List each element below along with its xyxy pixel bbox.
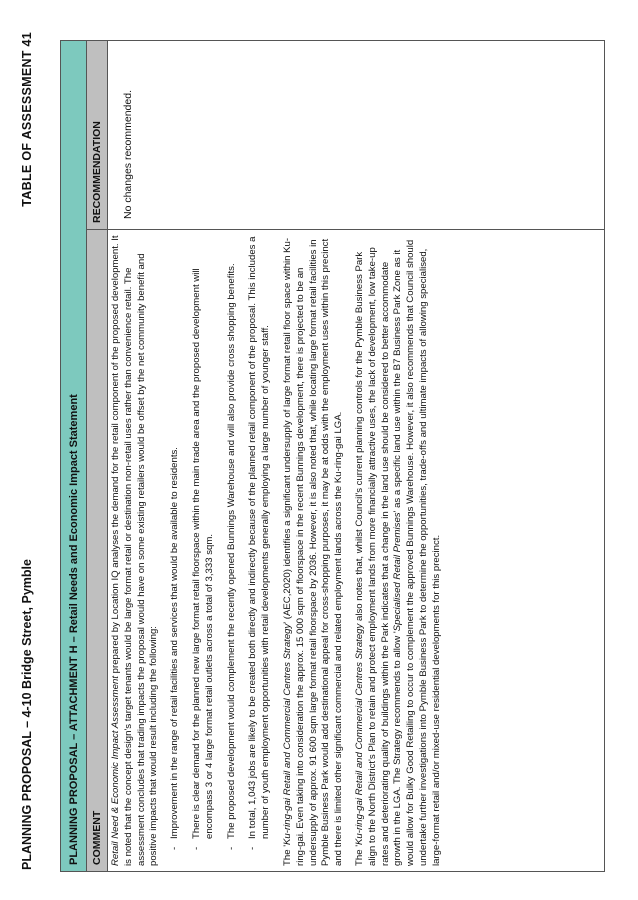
list-item (247, 235, 273, 866)
paragraph-text: ' (AEC,2020) identifies a significant undersupply of large format retail floor space within Ku-ring-gai. Even taking into consideration the approx. 15 000 sqm of floorspace in the recent Bunnings development, there is projected to be an undersupply of approx. 91 600 sqm large format retail floorspace by 2036. However, it is also noted that, while locating large format retail facilities in Pymble Business Park would add destinational appeal for cross-shopping purposes, it may be at odds with the employment uses within this precinct and there is limited other significant commercial and related employment lands across the Ku-ring-gai LGA. (281, 237, 345, 866)
assessment-table (60, 40, 605, 872)
paragraph-text: The ' (281, 844, 293, 866)
list-item-text: Improvement in the range of retail facilities and services that would be available to residents. (169, 447, 181, 839)
strategy-title-italic: Ku-ring-gai Retail and Commercial Centres Strategy (353, 623, 365, 845)
list-item-text: There is clear demand for the planned new large format retail floorspace within the main trade area and the proposed development will encompass 3 or 4 large format retail outlets across a total of 3,333 sqm. (190, 268, 215, 839)
list-item-text: In total, 1,043 jobs are likely to be created both directly and indirectly because of the planned retail component of the proposal. This includes a number of youth employment opportunities with retail developments generally employing a large number of younger staff. (247, 236, 272, 839)
paragraph-text: prepared by Location IQ analyses the demand for the retail component of the proposed development. It is noted that the concept design's target tenants would be large format retail or destination non-retail uses rather than convenience retail. The assessment concludes that trading impacts the proposal would have on some existing retailers would be offset by the net community benefit and positive impacts that would result including the following: (110, 235, 160, 866)
comment-paragraph-2 (282, 235, 346, 866)
comment-paragraph-1 (110, 235, 161, 866)
list-item (226, 235, 239, 866)
paragraph-text: also notes that, whilst Council's current planning controls for the Pymble Business Park align to the North District's Plan to retain and protect employment lands from more financially attractive uses, the lack of development, low take-up rates and deteriorating quality of buildings within the Park indicates that a change in the land use should be considered to better accommodate growth in the LGA. The Strategy recommends to allow ' (353, 247, 404, 866)
report-title-italic: Retail Need & Economic Impact Assessment (110, 676, 121, 866)
recommendation-cell: No changes recommended. (122, 90, 134, 219)
list-item (191, 235, 217, 866)
comment-paragraph-3 (354, 235, 444, 866)
paragraph-text: The ' (353, 844, 365, 866)
list-item (169, 235, 182, 866)
strategy-title-italic: Ku-ring-gai Retail and Commercial Centres Strategy (281, 623, 293, 845)
table-title: PLANNING PROPOSAL – ATTACHMENT H – Retail Needs and Economic Impact Statement (61, 41, 87, 871)
document-header-title: PLANNING PROPOSAL – 4-10 Bridge Street, Pymble (20, 559, 34, 870)
benefit-list (169, 235, 273, 866)
column-header-comment: COMMENT (87, 229, 108, 871)
paragraph-text: ' as a specific land use within the B7 Business Park Zone as it would allow for Bulky Good Retailing to occur to complement the approved Bunnings Warehouse. However, it also recommends that Council should undertake further investigations into Pymble Business Park to determine the opportunities, trade-offs and ultimate impacts of allowing specialised, large-format retail and/or mixed-use residential developments for this precinct. (392, 239, 442, 866)
comment-cell (108, 229, 604, 871)
land-use-italic: Specialised Retail Premises (392, 512, 404, 632)
bullet-dash: - (169, 846, 181, 850)
bullet-dash: - (190, 846, 202, 850)
column-header-recommendation: RECOMMENDATION (87, 41, 108, 229)
bullet-dash: - (247, 846, 259, 850)
document-header-section: TABLE OF ASSESSMENT 41 (20, 32, 34, 207)
bullet-dash: - (225, 846, 237, 850)
list-item-text: The proposed development would complement the recently opened Bunnings Warehouse and will also provide cross shopping benefits. (225, 263, 237, 839)
